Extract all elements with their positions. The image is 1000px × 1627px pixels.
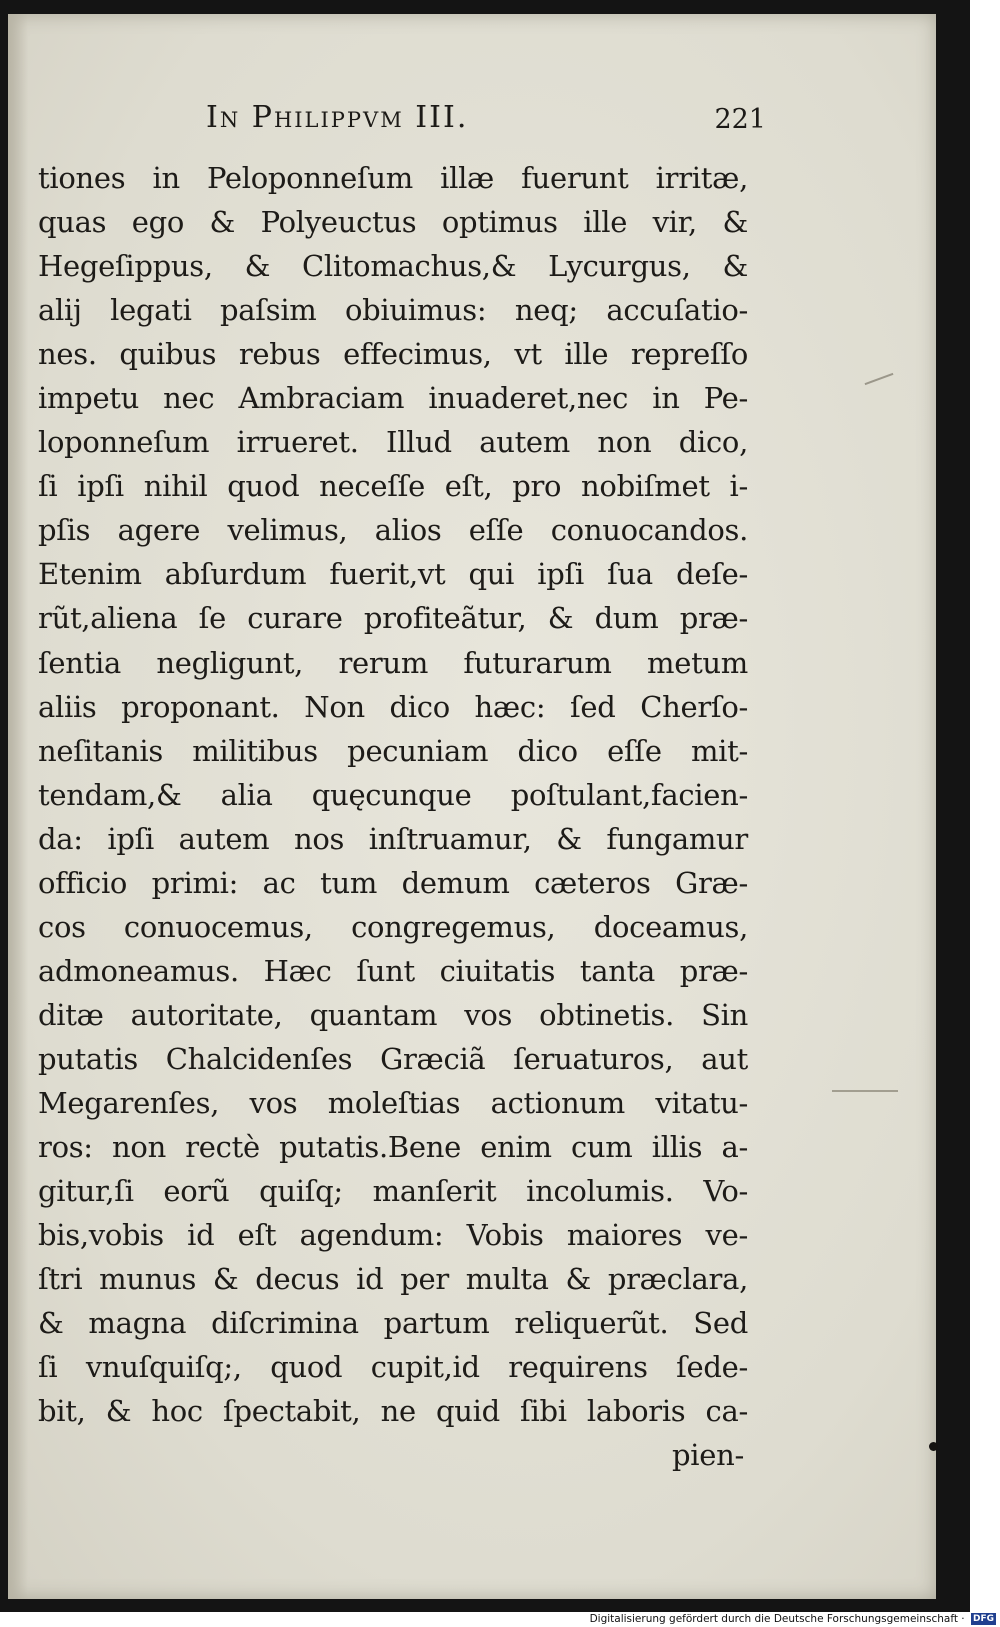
text-line: officio primi: ac tum demum cæteros Græ- xyxy=(38,865,748,900)
footer-credit: Digitalisierung gefördert durch die Deutsche Forschungsgemeinschaft · xyxy=(589,1613,965,1625)
text-line: alij legati paſsim obiuimus: neq; accuſatio- xyxy=(38,293,748,328)
text-line: tiones in Peloponneſum illæ fuerunt irritæ, xyxy=(38,161,748,195)
text-line: pſis agere velimus, alios eſſe conuocandos. xyxy=(38,513,748,548)
margin-mark xyxy=(865,373,894,385)
text-line: quas ego & Polyeuctus optimus ille vir, & xyxy=(38,205,748,240)
text-line: ditæ autoritate, quantam vos obtinetis. Sin xyxy=(38,997,748,1032)
text-line: Megarenſes, vos moleſtias actionum vitatu- xyxy=(38,1085,748,1120)
text-line: loponneſum irrueret. Illud autem non dico, xyxy=(38,425,748,460)
dfg-logo: DFG xyxy=(972,1614,994,1624)
text-line: bis,vobis id eſt agendum: Vobis maiores ve- xyxy=(38,1218,748,1253)
page-gutter-shadow xyxy=(8,14,28,1599)
margin-mark xyxy=(832,1090,898,1092)
text-line: impetu nec Ambraciam inuaderet,nec in Pe- xyxy=(38,381,748,416)
text-line: ſi vnuſquiſq;, quod cupit,id requirens ſede- xyxy=(38,1350,748,1385)
text-line: ſi ipſi nihil quod neceſſe eſt, pro nobiſmet i- xyxy=(38,469,748,504)
text-line: neſitanis militibus pecuniam dico eſſe mit- xyxy=(38,733,748,768)
body-text xyxy=(38,156,748,1477)
text-line: aliis proponant. Non dico hæc: ſed Cherſo- xyxy=(38,689,748,724)
page-header xyxy=(206,100,766,144)
text-line: da: ipſi autem nos inſtruamur, & fungamur xyxy=(38,821,748,856)
text-line: Etenim abſurdum fuerit,vt qui ipſi ſua deſe- xyxy=(38,557,748,592)
text-line: bit, & hoc ſpectabit, ne quid ſibi laboris ca- xyxy=(38,1394,748,1429)
text-line: putatis Chalcidenſes Græciã ſeruaturos, aut xyxy=(38,1041,748,1076)
ink-dot xyxy=(929,1442,938,1451)
text-line: nes. quibus rebus effecimus, vt ille repreſſo xyxy=(38,337,748,372)
catchword: pien- xyxy=(672,1438,744,1473)
book-page xyxy=(8,14,936,1599)
text-line: ſtri munus & decus id per multa & præclara, xyxy=(38,1262,748,1297)
text-line: ſentia negligunt, rerum futurarum metum xyxy=(38,645,748,680)
text-line: Hegeſippus, & Clitomachus,& Lycurgus, & xyxy=(38,249,748,284)
running-head: In Philippvm III. xyxy=(206,100,469,135)
text-line: gitur,ſi eorũ quiſq; manſerit incolumis. Vo- xyxy=(38,1174,748,1209)
text-line: admoneamus. Hæc ſunt ciuitatis tanta præ- xyxy=(38,953,748,988)
text-line: tendam,& alia quęcunque poſtulant,facien- xyxy=(38,777,748,812)
text-line: cos conuocemus, congregemus, doceamus, xyxy=(38,909,748,944)
text-line: & magna diſcrimina partum reliquerũt. Sed xyxy=(38,1306,748,1341)
page-number: 221 xyxy=(714,104,766,135)
text-line: rũt,aliena ſe curare profiteãtur, & dum præ- xyxy=(38,601,748,636)
digitization-footer xyxy=(0,1612,996,1627)
text-line: ros: non rectè putatis.Bene enim cum illis a- xyxy=(38,1130,748,1165)
